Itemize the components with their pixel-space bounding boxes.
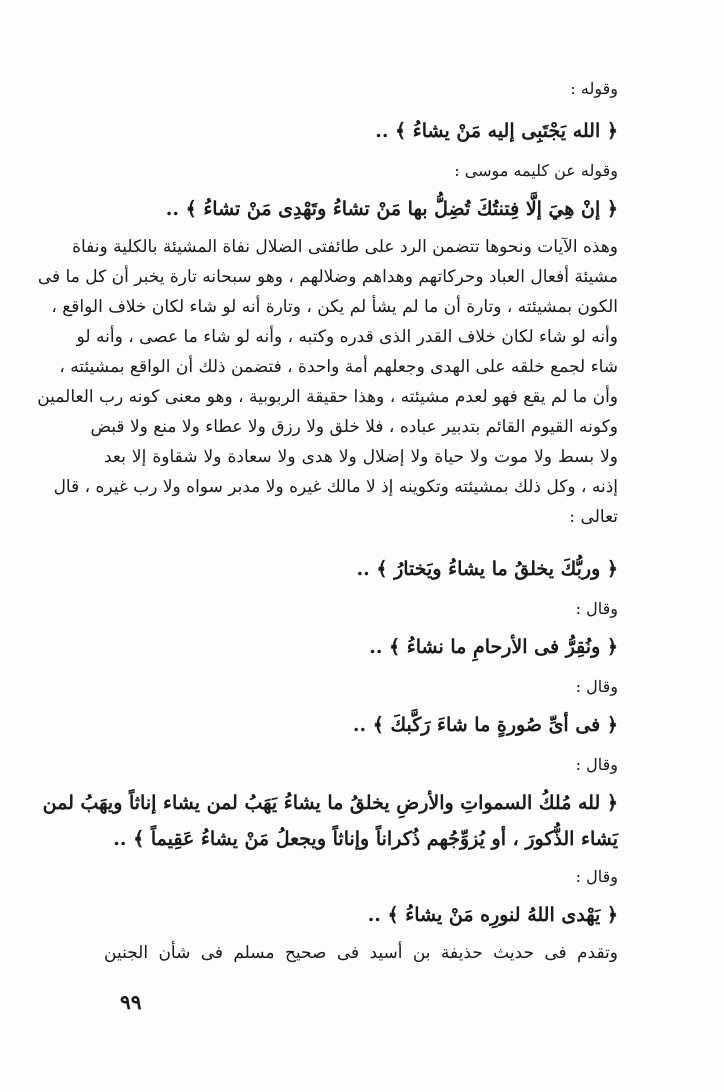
body-line: إذنه ، وكل ذلك بمشيئته وتكوينه إذ لا مالك غيره ولا مدبر سواه ولا رب غيره ، قال — [53, 477, 618, 497]
body-line: وكونه القيوم القائم بتدبير عباده ، فلا خلق ولا رزق ولا عطاء ولا منع ولا قبض — [90, 417, 618, 437]
quran-verse: ﴿ ونُقِرُّ فى الأرحامِ ما نشاءُ ﴾ .. — [369, 636, 618, 658]
quran-verse: ﴿ إنْ هِيَ إلَّا فِتنتُكَ تُضِلُّ بها مَنْ تشاءُ وتَهْدِى مَنْ تشاءُ ﴾ .. — [165, 198, 618, 220]
body-line: وأنه لو شاء لكان خلاف القدر الذى قدره وكتبه ، وأنه لو شاء ما عصى ، وأنه لو — [76, 327, 618, 347]
body-line: وتقدم فى حديث حذيفة بن أسيد فى صحيح مسلم فى شأن الجنين — [104, 943, 618, 963]
intro-line: وقوله عن كليمه موسى : — [454, 161, 618, 180]
quran-verse: ﴿ يَهْدى اللهُ لنورِه مَنْ يشاءُ ﴾ .. — [367, 904, 618, 926]
quran-verse: ﴿ وربُّكَ يخلقُ ما يشاءُ ويَختارُ ﴾ .. — [356, 558, 618, 580]
body-line: شاء لجمع خلقه على الهدى وجعلهم أمة واحدة ، فتضمن ذلك أن الواقع بمشيئته ، — [59, 357, 618, 377]
body-line: الكون بمشيئته ، وتارة أن ما لم يشأ لم يكن ، وتارة أنه لو شاء لكان خلاف الواقع ، — [51, 297, 618, 317]
body-line: وأن ما لم يقع فهو لعدم مشيئته ، وهذا حقيقة الربوبية ، وهو معنى كونه رب العالمين — [37, 387, 618, 407]
intro-line: وقال : — [575, 677, 618, 696]
body-line: ولا بسط ولا موت ولا حياة ولا إضلال ولا هدى ولا سعادة ولا شقاوة إلا بعد — [104, 447, 618, 467]
body-line: تعالى : — [569, 507, 618, 527]
quran-verse: ﴿ الله يَجْتَبِى إليه مَنْ يشاءُ ﴾ .. — [375, 120, 618, 142]
body-line: وهذه الآيات ونحوها تتضمن الرد على طائفتى الضلال نفاة المشيئة بالكلية ونفاة — [72, 237, 618, 257]
quran-verse: يَشاء الذُّكورَ ، أو يُزوِّجُهم ذُكراناً وإناثاً ويجعلُ مَنْ يشاءُ عَقِيماً ﴾ .. — [113, 828, 618, 850]
quran-verse: ﴿ فى أىِّ صُورةٍ ما شاءَ رَكَّبكَ ﴾ .. — [352, 714, 618, 736]
page-number: ٩٩ — [120, 990, 142, 1014]
intro-line: وقال : — [575, 867, 618, 886]
intro-line: وقال : — [575, 599, 618, 618]
quran-verse: ﴿ لله مُلكُ السمواتِ والأرضِ يخلقُ ما يشاءُ يَهَبُ لمن يشاء إناثاً ويهَبُ لمن — [42, 792, 618, 814]
body-line: مشيئة أفعال العباد وحركاتهم وهداهم وضلالهم ، وهو سبحانه تارة يخبر أن كل ما فى — [37, 267, 618, 287]
intro-line: وقال : — [575, 755, 618, 774]
intro-line: وقوله : — [570, 79, 618, 98]
